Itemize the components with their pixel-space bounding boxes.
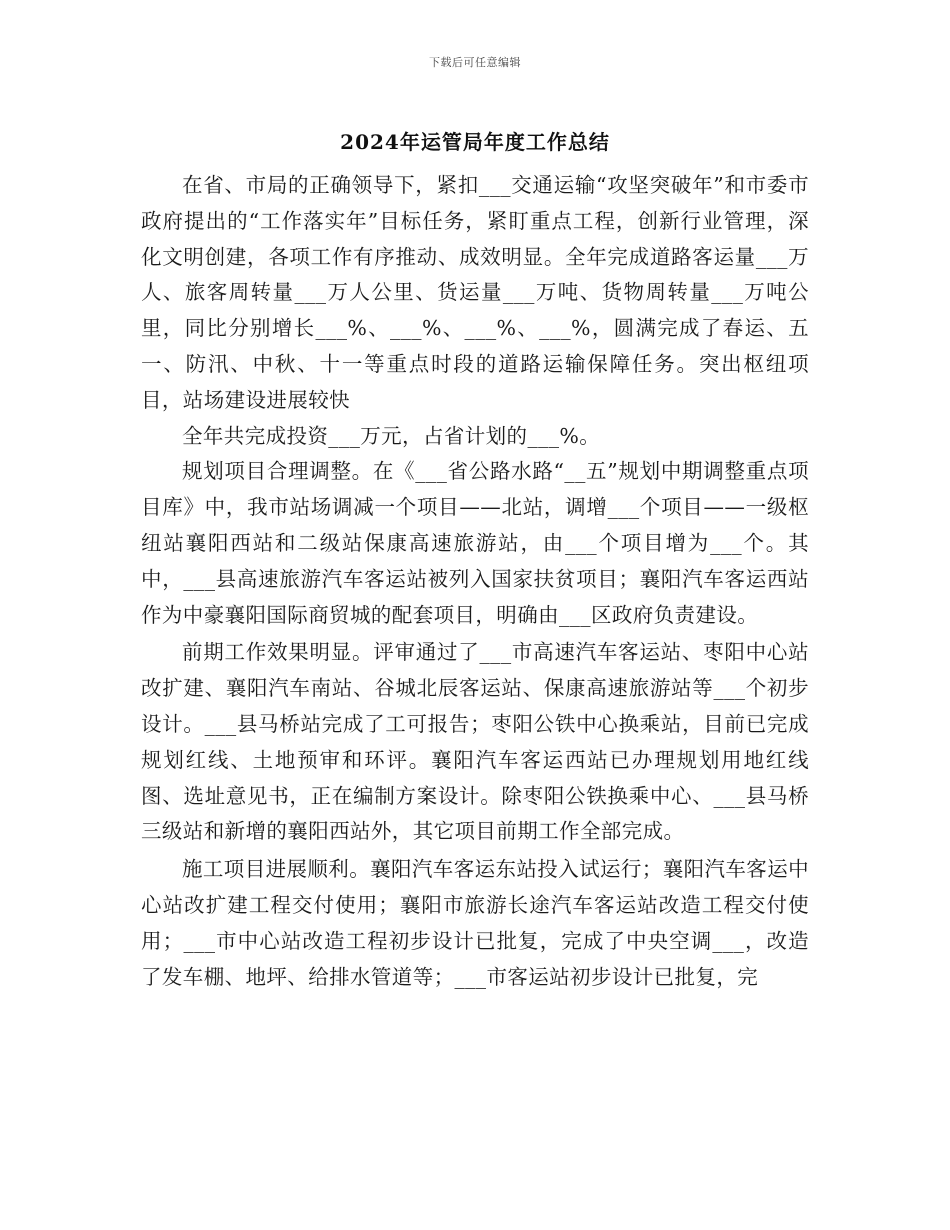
paragraph-investment: 全年共完成投资___万元，占省计划的___%。 [182, 423, 601, 448]
document-body [141, 168, 809, 995]
document-title: 2024年运管局年度工作总结 [340, 130, 610, 154]
paragraph-construction-progress: 施工项目进展顺利。襄阳汽车客运东站投入试运行；襄阳汽车客运中心站改扩建工程交付使用；襄阳市旅游长途汽车客运站改造工程交付使用；___市中心站改造工程初步设计已批复，完成了中央空调___，改造了发车棚、地坪、给排水管道等；___市客运站初步设计已批复，完 [141, 857, 809, 989]
page-header-note: 下载后可任意编辑 [429, 56, 521, 69]
paragraph-intro: 在省、市局的正确领导下，紧扣___交通运输“攻坚突破年”和市委市政府提出的“工作落实年”目标任务，紧盯重点工程，创新行业管理，深化文明创建，各项工作有序推动、成效明显。全年完成道路客运量___万人、旅客周转量___万人公里、货运量___万吨、货物周转量___万吨公里，同比分别增长___%、___%、___%、___%，圆满完成了春运、五一、防汛、中秋、十一等重点时段的道路运输保障任务。突出枢纽项目，站场建设进展较快 [141, 173, 809, 412]
paragraph-planning-adjustment: 规划项目合理调整。在《___省公路水路“__五”规划中期调整重点项目库》中，我市站场调减一个项目——北站，调增___个项目——一级枢纽站襄阳西站和二级站保康高速旅游站，由___个项目增为___个。其中，___县高速旅游汽车客运站被列入国家扶贫项目；襄阳汽车客运西站作为中豪襄阳国际商贸城的配套项目，明确由___区政府负责建设。 [141, 459, 809, 627]
paragraph-preliminary-work: 前期工作效果明显。评审通过了___市高速汽车客运站、枣阳中心站改扩建、襄阳汽车南站、谷城北辰客运站、保康高速旅游站等___个初步设计。___县马桥站完成了工可报告；枣阳公铁中心换乘站，目前已完成规划红线、土地预审和环评。襄阳汽车客运西站已办理规划用地红线图、选址意见书，正在编制方案设计。除枣阳公铁换乘中心、___县马桥三级站和新增的襄阳西站外，其它项目前期工作全部完成。 [141, 640, 809, 844]
